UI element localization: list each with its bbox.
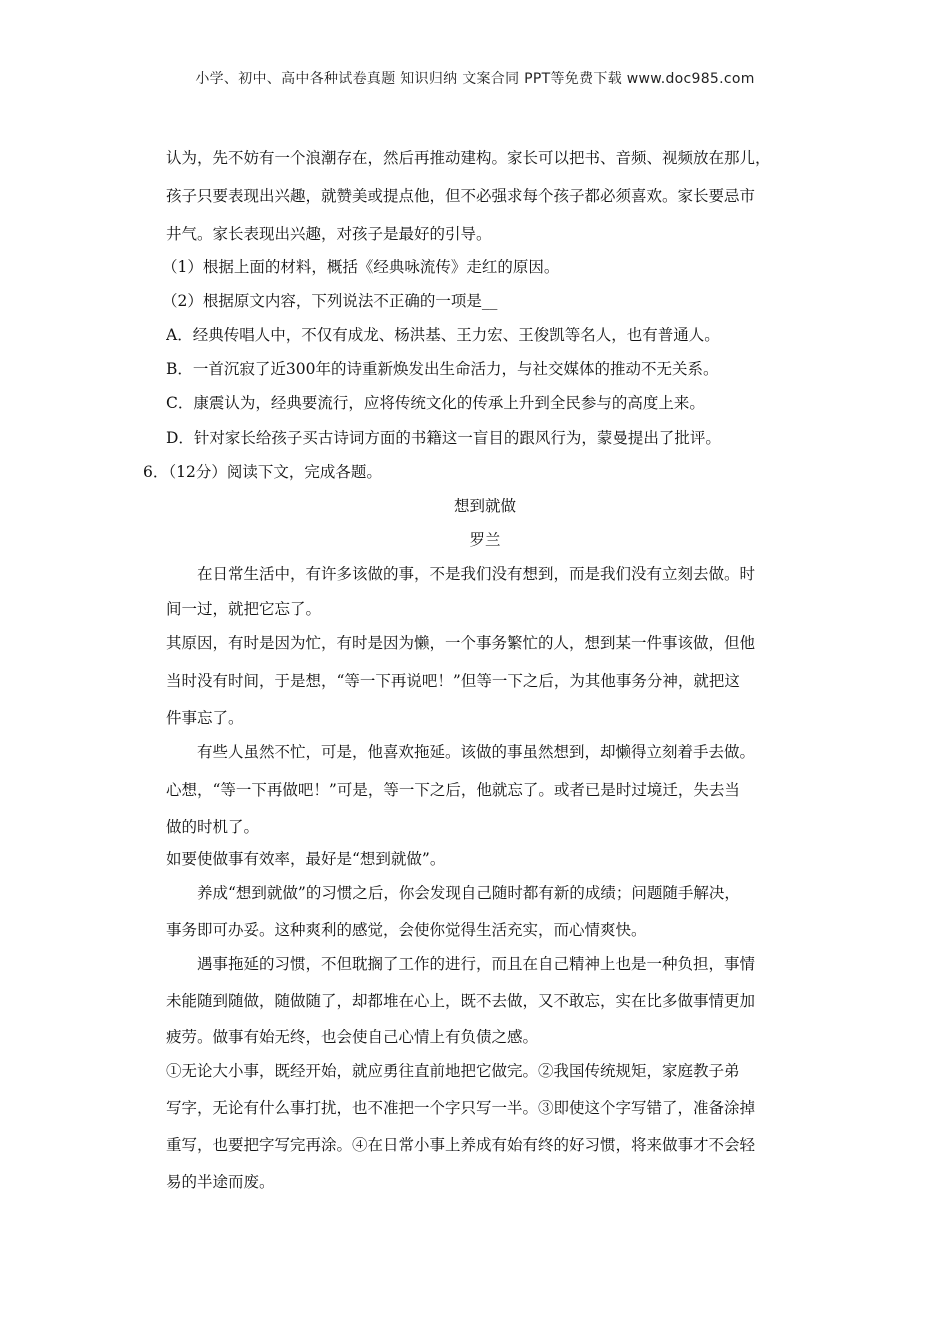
essay-line: 未能随到随做，随做随了，却都堆在心上，既不去做，又不敢忘，实在比多做事情更加 — [166, 992, 756, 1010]
option-b: B．一首沉寂了近300年的诗重新焕发出生命活力，与社交媒体的推动不无关系。 — [166, 360, 719, 378]
question-2: （2）根据原文内容，下列说法不正确的一项是__ — [162, 292, 498, 310]
essay-line: 重写，也要把字写完再涂。④在日常小事上养成有始有终的好习惯，将来做事才不会轻 — [166, 1136, 756, 1154]
page-header: 小学、初中、高中各种试卷真题 知识归纳 文案合同 PPT等免费下载 www.doc985.com — [195, 71, 755, 87]
essay-line: 间一过，就把它忘了。 — [166, 600, 322, 618]
essay-line: 心想，“等一下再做吧！”可是，等一下之后，他就忘了。或者已是时过境迁，失去当 — [166, 781, 740, 799]
passage-line: 认为，先不妨有一个浪潮存在，然后再推动建构。家长可以把书、音频、视频放在那儿， — [166, 149, 771, 167]
question-6-heading: 6．（12分）阅读下文，完成各题。 — [143, 463, 382, 481]
essay-title: 想到就做 — [453, 497, 516, 515]
option-a: A．经典传唱人中，不仅有成龙、杨洪基、王力宏、王俊凯等名人，也有普通人。 — [166, 326, 720, 344]
essay-line: 做的时机了。 — [166, 818, 260, 836]
essay-line: 写字，无论有什么事打扰，也不准把一个字只写一半。③即使这个字写错了，准备涂掉 — [166, 1099, 756, 1117]
essay-line: 如要使做事有效率，最好是“想到就做”。 — [166, 850, 446, 868]
option-d: D．针对家长给孩子买古诗词方面的书籍这一盲目的跟风行为，蒙曼提出了批评。 — [166, 429, 721, 447]
essay-line: 在日常生活中，有许多该做的事，不是我们没有想到，而是我们没有立刻去做。时 — [166, 565, 756, 583]
essay-line: 有些人虽然不忙，可是，他喜欢拖延。该做的事虽然想到，却懒得立刻着手去做。 — [166, 743, 756, 761]
passage-line: 孩子只要表现出兴趣，就赞美或提点他，但不必强求每个孩子都必须喜欢。家长要忌市 — [166, 187, 756, 205]
essay-line: 件事忘了。 — [166, 709, 244, 727]
essay-line: 遇事拖延的习惯，不但耽搁了工作的进行，而且在自己精神上也是一种负担，事情 — [166, 955, 756, 973]
essay-line: ①无论大小事，既经开始，就应勇往直前地把它做完。②我国传统规矩，家庭教子弟 — [166, 1062, 740, 1080]
passage-line: 井气。家长表现出兴趣，对孩子是最好的引导。 — [166, 225, 492, 243]
essay-line: 养成“想到就做”的习惯之后，你会发现自己随时都有新的成绩；问题随手解决， — [166, 884, 740, 902]
essay-line: 当时没有时间，于是想，“等一下再说吧！”但等一下之后，为其他事务分神，就把这 — [166, 672, 740, 690]
essay-line: 其原因，有时是因为忙，有时是因为懒，一个事务繁忙的人，想到某一件事该做，但他 — [166, 634, 756, 652]
option-c: C．康震认为，经典要流行，应将传统文化的传承上升到全民参与的高度上来。 — [166, 394, 705, 412]
essay-line: 疲劳。做事有始无终，也会使自己心情上有负债之感。 — [166, 1028, 539, 1046]
essay-line: 事务即可办妥。这种爽利的感觉，会使你觉得生活充实，而心情爽快。 — [166, 921, 647, 939]
essay-author: 罗兰 — [469, 531, 501, 549]
question-1: （1）根据上面的材料，概括《经典咏流传》走红的原因。 — [162, 258, 560, 276]
essay-line: 易的半途而废。 — [166, 1173, 275, 1191]
